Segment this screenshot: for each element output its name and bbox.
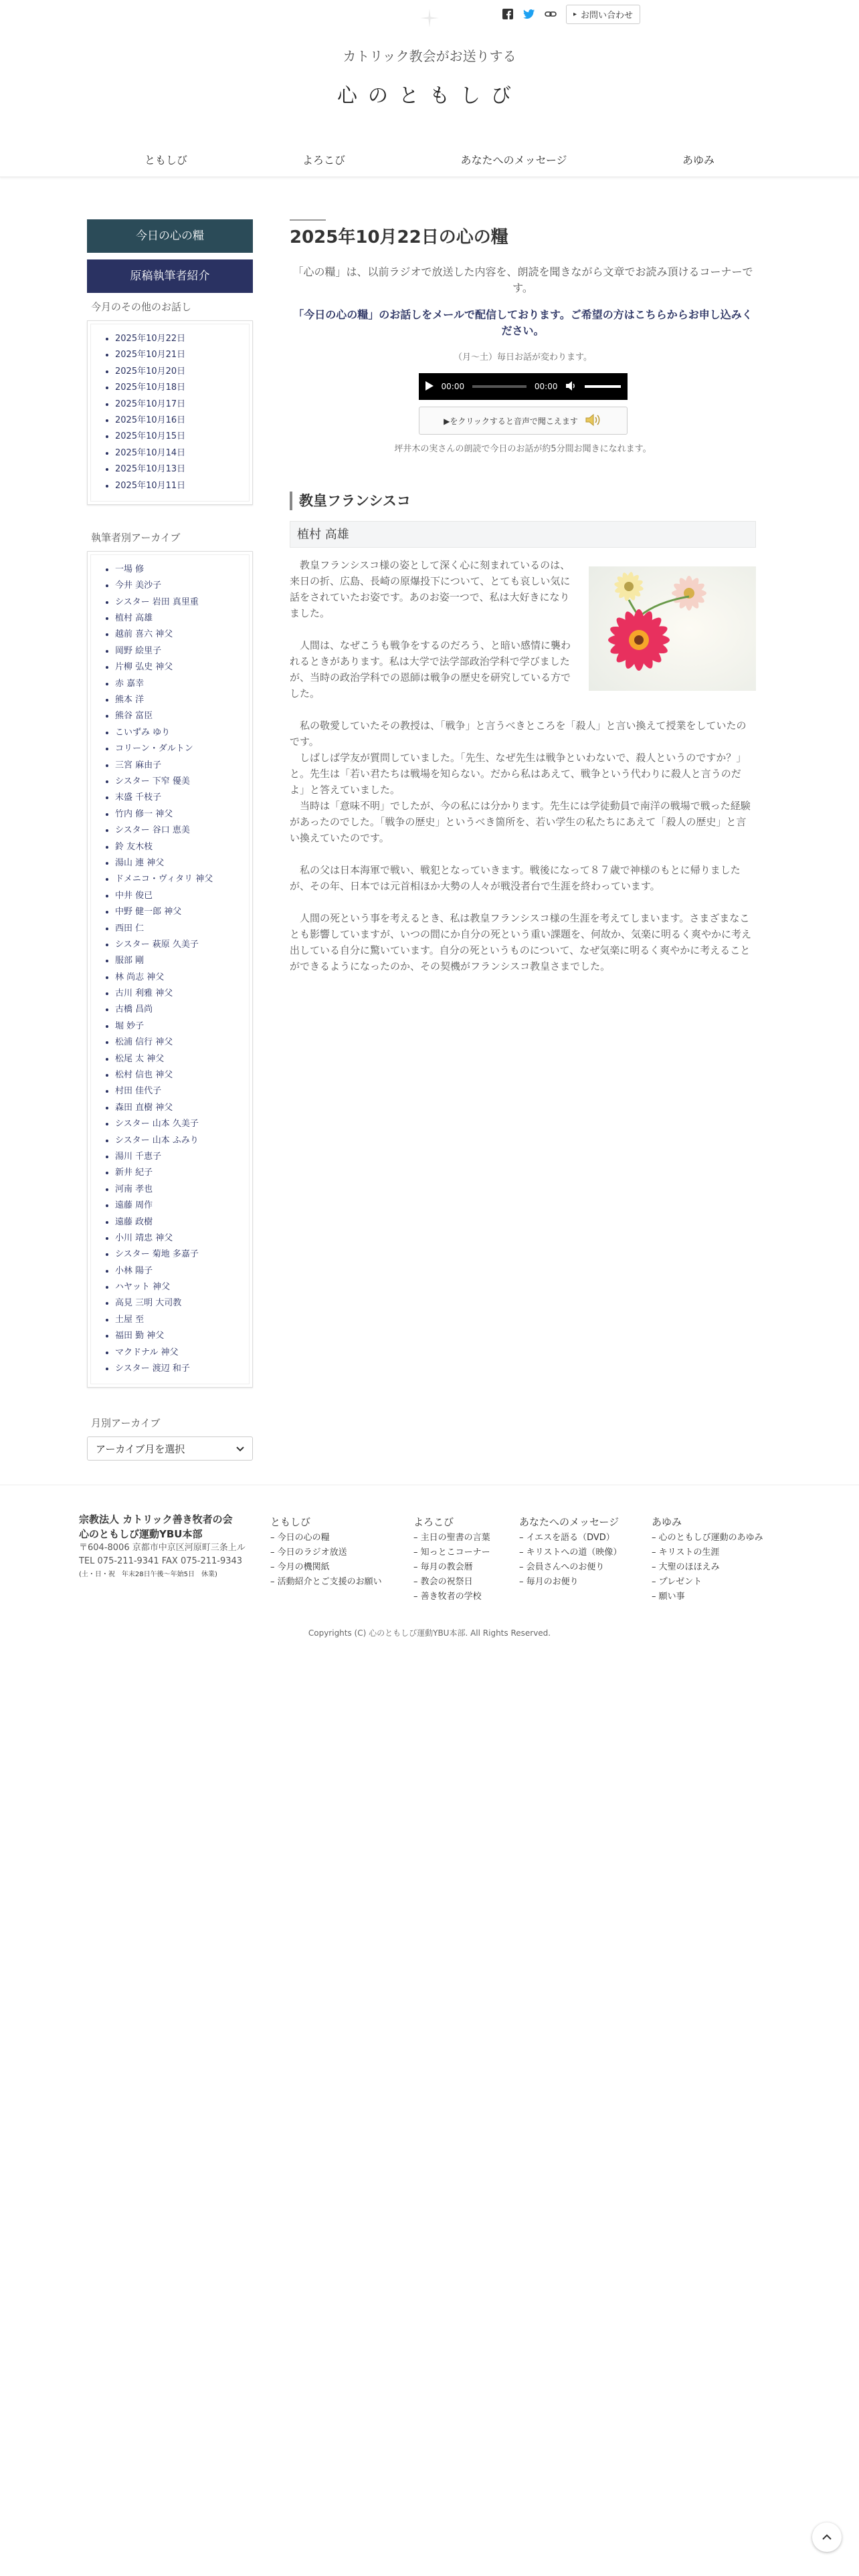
nav-item-yorokobi[interactable]: よろこび [302, 154, 345, 167]
footer-link-label: 毎月の教会暦 [420, 1562, 473, 1572]
chevron-up-icon [822, 2531, 832, 2543]
org-tel: TEL 075-211-9341 FAX 075-211-9343 [79, 1556, 243, 1566]
footer-link[interactable] [270, 1545, 382, 1560]
footer-link[interactable] [519, 1531, 622, 1545]
author-link[interactable]: • ハヤット 神父 [115, 1279, 249, 1295]
daily-note: （月～土）毎日お話が変わります。 [454, 352, 592, 362]
recent-date-link[interactable]: • 2025年10月18日 [115, 380, 249, 396]
author-link[interactable]: • ドメニコ・ヴィタリ 神父 [115, 871, 249, 887]
footer-link[interactable] [652, 1560, 763, 1575]
author-link[interactable]: • 遠藤 政樹 [115, 1214, 249, 1230]
player-time-total: 00:00 [534, 382, 558, 391]
footer-link-label: 会員さんへのお便り [526, 1562, 605, 1572]
recent-date-link[interactable]: • 2025年10月14日 [115, 445, 249, 461]
author-link[interactable]: • 松尾 太 神父 [115, 1051, 249, 1067]
author-link[interactable]: • 高見 三明 大司教 [115, 1295, 249, 1311]
recent-date-link[interactable]: • 2025年10月21日 [115, 347, 249, 363]
paragraph: 人間の死という事を考えるとき、私は教皇フランシスコ様の生涯を考えてしまいます。さまざまなことも影響していますが、いつの間にか自分の死という重い課題を、何故か、気楽に明るく爽やかに考え出している自分に驚いています。自分の死というものについて、なぜ気楽に明るく爽やかに考えることができるようになったのか、その契機がフランシスコ教皇さまでした。 [290, 912, 752, 972]
monthly-select-value: アーカイブ月を選択 [96, 1442, 185, 1455]
footer-link-label: 毎月のお便り [526, 1577, 579, 1587]
paragraph: 人間は、なぜこうも戦争をするのだろう、と暗い感情に襲われるときがあります。私は大学で法学部政治学科で学びましたが、当時の政治学科での恩師は戦争の歴史を研究している方でした。 [290, 639, 571, 700]
author-link[interactable]: • 新井 紀子 [115, 1165, 249, 1181]
author-link[interactable]: • 遠藤 周作 [115, 1198, 249, 1214]
author-link[interactable]: • マクドナル 神父 [115, 1345, 249, 1361]
footer-link[interactable] [652, 1575, 763, 1590]
page-title: 2025年10月22日の心の糧 [290, 227, 508, 247]
footer-link[interactable] [413, 1590, 490, 1604]
monthly-title: 月別アーカイブ [91, 1417, 161, 1430]
listen-button[interactable] [419, 407, 628, 435]
speaker-icon [585, 413, 602, 429]
author-link[interactable]: • シスター 渡辺 和子 [115, 1361, 249, 1377]
author-link[interactable]: • 服部 剛 [115, 953, 249, 969]
author-link[interactable]: • 森田 直樹 神父 [115, 1100, 249, 1116]
author-link[interactable]: • 今井 美沙子 [115, 578, 249, 594]
article-author: 植村 高雄 [290, 521, 756, 548]
author-link[interactable]: • 堀 妙子 [115, 1018, 249, 1035]
footer-col-tomoshibi [270, 1515, 382, 1590]
org-sub: 心のともしび運動YBU本部 [79, 1528, 203, 1540]
footer-link-label: 今日のラジオ放送 [277, 1547, 347, 1558]
audio-player [419, 373, 628, 400]
today-button[interactable]: 今日の心の糧 [87, 219, 253, 253]
recent-box [87, 320, 253, 505]
recent-date-link[interactable]: • 2025年10月16日 [115, 413, 249, 429]
site-tagline: カトリック教会がお送りする [343, 48, 516, 64]
footer-col-ayumi [652, 1515, 763, 1604]
scroll-to-top-button[interactable] [812, 2523, 842, 2552]
dash-marker: – [519, 1577, 527, 1587]
dash-marker: – [270, 1562, 278, 1572]
reader-note: 坪井木の実さんの朗読で今日のお話が約5分間お聞きになれます。 [394, 444, 652, 454]
dash-marker: – [652, 1533, 659, 1543]
footer-link-label: 願い事 [658, 1592, 685, 1602]
author-link[interactable]: • 竹内 修一 神父 [115, 807, 249, 823]
author-link[interactable]: • 植村 高雄 [115, 611, 249, 627]
recent-date-link[interactable]: • 2025年10月11日 [115, 478, 249, 494]
dash-marker: – [413, 1577, 421, 1587]
author-link[interactable]: • 湯山 連 神父 [115, 855, 249, 871]
author-link[interactable]: • 土屋 至 [115, 1312, 249, 1328]
dash-marker: – [519, 1533, 527, 1543]
footer-link-label: 今日の心の糧 [277, 1533, 330, 1543]
footer-col-yorokobi [413, 1515, 490, 1604]
listen-label: ▶をクリックすると音声で聞こえます [444, 416, 578, 426]
play-icon[interactable] [425, 381, 434, 393]
footer-col-message [519, 1515, 622, 1590]
dash-marker: – [413, 1592, 421, 1602]
dash-marker: – [519, 1547, 527, 1558]
author-link[interactable]: • 小川 靖忠 神父 [115, 1230, 249, 1247]
writers-button[interactable]: 原稿執筆者紹介 [87, 259, 253, 293]
player-time-current: 00:00 [441, 382, 465, 391]
author-link[interactable]: • 鈴 友木枝 [115, 839, 249, 855]
dash-marker: – [413, 1562, 421, 1572]
gerbera-flower-image [589, 566, 756, 691]
author-link[interactable]: • シスター 山本 久美子 [115, 1116, 249, 1132]
intro-text: 「心の糧」は、以前ラジオで放送した内容を、朗読を聞きながら文章でお読み頂けるコーナーです。 [292, 265, 753, 294]
link-icon[interactable] [545, 8, 557, 20]
footer-link[interactable] [652, 1545, 763, 1560]
author-link[interactable]: • 中野 健一郎 神父 [115, 904, 249, 920]
author-link[interactable]: • 河南 孝也 [115, 1182, 249, 1198]
footer-link[interactable] [519, 1560, 622, 1575]
footer-link[interactable] [270, 1531, 382, 1545]
author-link[interactable]: • 岡野 絵里子 [115, 643, 249, 659]
author-link[interactable]: • 片柳 弘史 神父 [115, 659, 249, 675]
contact-label: お問い合わせ [581, 10, 634, 21]
footer-org [79, 1512, 253, 1582]
footer-link-label: 今月の機関紙 [277, 1562, 330, 1572]
org-address: 〒604-8006 京都市中京区河原町三条上ル [79, 1543, 246, 1553]
footer-link[interactable] [519, 1575, 622, 1590]
author-link[interactable]: • こいずみ ゆり [115, 725, 249, 741]
recent-date-link[interactable]: • 2025年10月17日 [115, 397, 249, 413]
nav-item-message[interactable]: あなたへのメッセージ [460, 154, 567, 167]
recent-date-link[interactable]: • 2025年10月22日 [115, 331, 249, 347]
dash-marker: – [652, 1562, 659, 1572]
author-link[interactable]: • シスター 菊地 多嘉子 [115, 1247, 249, 1263]
paragraph: 私の敬愛していたその教授は、「戦争」と言うべきところを「殺人」と言い換えて授業をしていたのです。 [290, 720, 747, 748]
footer-link-label: 知っとこコーナー [420, 1547, 490, 1558]
footer-link[interactable] [652, 1590, 763, 1604]
star-ornament-icon [419, 8, 440, 28]
author-link[interactable]: • 松村 信也 神父 [115, 1067, 249, 1083]
authors-list [90, 554, 250, 1385]
footer-col-head: よろこび [413, 1516, 454, 1528]
author-link[interactable]: • 三宮 麻由子 [115, 758, 249, 774]
sidebar [87, 219, 253, 1461]
author-link[interactable]: • 赤 嘉幸 [115, 676, 249, 692]
footer-link-label: 活動紹介とご支援のお願い [277, 1577, 382, 1587]
author-link[interactable]: • 越前 喜六 神父 [115, 627, 249, 643]
author-link[interactable]: • 湯川 千恵子 [115, 1149, 249, 1165]
dash-marker: – [652, 1592, 659, 1602]
footer-link-label: 主日の聖書の言葉 [420, 1533, 490, 1543]
nav-item-tomoshibi[interactable]: ともしび [144, 154, 187, 167]
footer-link[interactable] [519, 1545, 622, 1560]
recent-date-link[interactable]: • 2025年10月13日 [115, 461, 249, 477]
nav-item-ayumi[interactable]: あゆみ [682, 154, 714, 167]
author-link[interactable]: • 古橋 昌尚 [115, 1002, 249, 1018]
recent-date-link[interactable]: • 2025年10月20日 [115, 364, 249, 380]
footer-link[interactable] [270, 1560, 382, 1575]
author-link[interactable]: • 一場 修 [115, 562, 249, 578]
author-link[interactable]: • 小林 陽子 [115, 1263, 249, 1279]
footer-link-label: 善き牧者の学校 [420, 1592, 482, 1602]
footer-link-label: 教会の祝祭日 [420, 1577, 473, 1587]
footer-link[interactable] [413, 1575, 490, 1590]
author-link[interactable]: • 末盛 千枝子 [115, 790, 249, 806]
chevron-right-icon: ▸ [573, 10, 577, 18]
facebook-icon[interactable] [502, 8, 514, 20]
author-link[interactable]: • シスター 山本 ふみり [115, 1133, 249, 1149]
author-link[interactable]: • 林 尚志 神父 [115, 970, 249, 986]
footer-col-head: あなたへのメッセージ [519, 1516, 619, 1528]
author-link[interactable]: • 熊谷 富臣 [115, 708, 249, 724]
authors-title: 執筆者別アーカイブ [91, 531, 181, 544]
author-link[interactable]: • シスター 下窄 優美 [115, 774, 249, 790]
article-body [290, 557, 756, 974]
monthly-archive-select[interactable] [87, 1436, 253, 1461]
chevron-down-icon [236, 1442, 244, 1455]
volume-slider[interactable] [585, 385, 621, 388]
footer-link-label: キリストの生涯 [658, 1547, 720, 1558]
author-link[interactable]: • コリーン・ダルトン [115, 741, 249, 757]
footer-link[interactable] [413, 1545, 490, 1560]
author-link[interactable]: • 西田 仁 [115, 921, 249, 937]
footer-link[interactable] [652, 1531, 763, 1545]
contact-button[interactable] [566, 5, 640, 24]
footer-col-head: ともしび [270, 1516, 311, 1528]
footer-link-label: 大聖のほほえみ [658, 1562, 720, 1572]
footer-link[interactable] [270, 1575, 382, 1590]
footer-link-label: プレゼント [658, 1577, 702, 1587]
recent-date-link[interactable]: • 2025年10月15日 [115, 429, 249, 445]
author-link[interactable]: • 中井 俊已 [115, 888, 249, 904]
footer-link[interactable] [413, 1560, 490, 1575]
author-link[interactable]: • シスター 岩田 真里重 [115, 595, 249, 611]
footer-col-head: あゆみ [652, 1516, 682, 1528]
mail-signup-link[interactable]: 「今日の心の糧」のお話しをメールで配信しております。ご希望の方はこちらからお申し込みください。 [293, 308, 753, 337]
copyright: Copyrights (C) 心のともしび運動YBU本部. All Rights Reserved. [308, 1628, 551, 1638]
footer [0, 1485, 859, 1658]
dash-marker: – [413, 1547, 421, 1558]
dash-marker: – [270, 1547, 278, 1558]
author-link[interactable]: • 古川 利雅 神父 [115, 986, 249, 1002]
global-nav [0, 142, 859, 177]
author-link[interactable]: • 村田 佳代子 [115, 1083, 249, 1099]
org-name: 宗教法人 カトリック善き牧者の会 [79, 1513, 233, 1525]
recent-list [90, 324, 250, 502]
footer-link-label: 心のともしび運動のあゆみ [658, 1533, 763, 1543]
paragraph: 私の父は日本海軍で戦い、戦犯となっていきます。戦後になって８７歳で神様のもとに帰りましたが、その年、日本では元首相ほか大勢の人々が戦没者台で生涯を終わっています。 [290, 864, 741, 892]
author-link[interactable]: • シスター 萩原 久美子 [115, 937, 249, 953]
title-rule [290, 219, 326, 221]
paragraph: 当時は「意味不明」でしたが、今の私には分かります。先生には学徒動員で南洋の戦場で戦った経験があったのでした。「戦争の歴史」というべき箇所を、若い学生の私たちにあえて「殺人の歴史」と言い換えていたのです。 [290, 800, 751, 844]
authors-box [87, 551, 253, 1388]
dash-marker: – [519, 1562, 527, 1572]
dash-marker: – [270, 1533, 278, 1543]
main-content [290, 219, 756, 990]
footer-link[interactable] [413, 1531, 490, 1545]
dash-marker: – [270, 1577, 278, 1587]
social-links [502, 4, 640, 24]
recent-title: 今月のその他のお話し [91, 301, 192, 313]
volume-icon[interactable] [566, 381, 577, 393]
dash-marker: – [652, 1547, 659, 1558]
paragraph: しばしば学友が質問していました。「先生、なぜ先生は戦争といわないで、殺人というのですか？」と。先生は「若い君たちは戦場を知らない。だから私はあえて、戦争という代わりに殺人と言うのだよ」と答えていました。 [290, 752, 747, 796]
author-link[interactable]: • 松浦 信行 神父 [115, 1035, 249, 1051]
paragraph: 教皇フランシスコ様の姿として深く心に刻まれているのは、来日の折、広島、長崎の原爆投下について、とても哀しい気に話をされていたお姿です。あのお姿一つで、私は大好きになりました。 [290, 559, 571, 619]
author-link[interactable]: • 福田 勤 神父 [115, 1328, 249, 1344]
footer-link-label: キリストへの道（映像） [526, 1547, 622, 1558]
org-hours: (土・日・祝 年末28日午後〜年始5日 休業) [79, 1571, 217, 1578]
twitter-icon[interactable] [523, 8, 535, 20]
author-link[interactable]: • 熊本 洋 [115, 692, 249, 708]
player-progress-bar[interactable] [472, 385, 527, 388]
site-logo[interactable]: 心のともしび [337, 84, 522, 108]
dash-marker: – [413, 1533, 421, 1543]
footer-link-label: イエスを語る（DVD） [526, 1533, 615, 1543]
dash-marker: – [652, 1577, 659, 1587]
author-link[interactable]: • シスター 谷口 恵美 [115, 823, 249, 839]
article-title: 教皇フランシスコ [290, 492, 756, 510]
